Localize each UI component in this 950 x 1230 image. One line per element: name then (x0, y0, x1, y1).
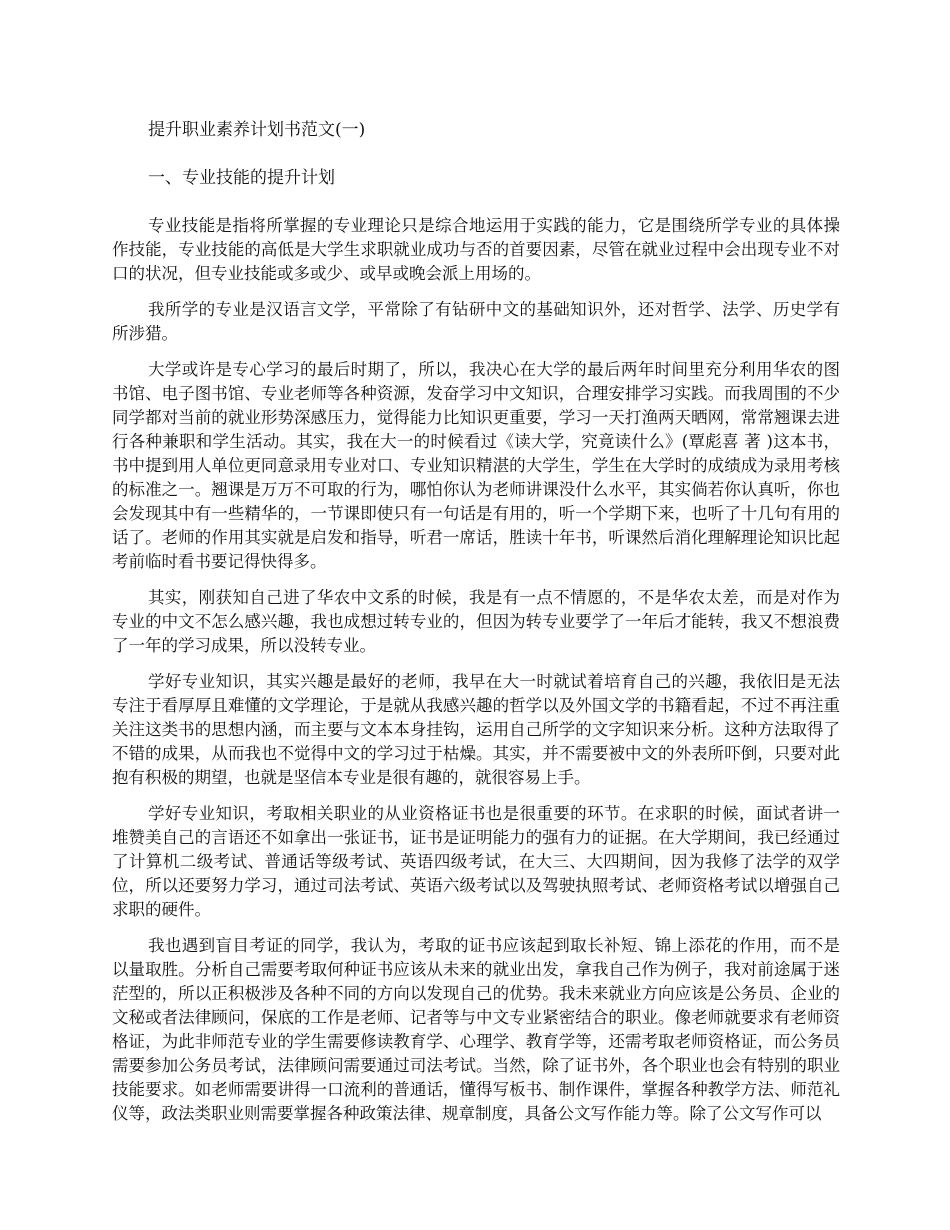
paragraph: 其实，刚获知自己进了华农中文系的时候，我是有一点不情愿的，不是华农太差，而是对作为专业的中文不怎么感兴趣，我也成想过转专业的，但因为转专业要学了一年后才能转，我又不想浪费了一年的学习成果，所以没转专业。 (112, 588, 840, 655)
paragraph: 我也遇到盲目考证的同学，我认为，考取的证书应该起到取长补短、锦上添花的作用，而不是以量取胜。分析自己需要考取何种证书应该从未来的就业出发，拿我自己作为例子，我对前途属于迷茫型的，所以正积极涉及各种不同的方向以发现自己的优势。我未来就业方向应该是公务员、企业的文秘或者法律顾问，保底的工作是老师、记者等与中文专业紧密结合的职业。像老师就要求有老师资格证，为此非师范专业的学生需要修读教育学、心理学、教育学等，还需考取老师资格证，而公务员需要参加公务员考试，法律顾问需要通过司法考试。当然，除了证书外，各个职业也会有特别的职业技能要求。如老师需要讲得一口流利的普通话，懂得写板书、制作课件，掌握各种教学方法、师范礼仪等，政法类职业则需要掌握各种政策法律、规章制度，具备公文写作能力等。除了公文写作可以 (112, 936, 840, 1123)
paragraph: 学好专业知识，考取相关职业的从业资格证书也是很重要的环节。在求职的时候，面试者讲一堆赞美自己的言语还不如拿出一张证书，证书是证明能力的强有力的证据。在大学期间，我已经通过了计算机二级考试、普通话等级考试、英语四级考试，在大三、大四期间，因为我修了法学的双学位，所以还要努力学习，通过司法考试、英语六级考试以及驾驶执照考试、老师资格考试以增强自己求职的硬件。 (112, 804, 840, 919)
document-title: 提升职业素养计划书范文(一) (148, 120, 366, 140)
section-heading: 一、专业技能的提升计划 (148, 168, 335, 188)
paragraph: 学好专业知识，其实兴趣是最好的老师，我早在大一时就试着培育自己的兴趣，我依旧是无法专注于看厚厚且难懂的文学理论，于是就从我感兴趣的哲学以及外国文学的书籍看起，不过不再注重关注这类书的思想内涵，而主要与文本本身挂钩，运用自己所学的文字知识来分析。这种方法取得了不错的成果，从而我也不觉得中文的学习过于枯燥。其实，并不需要被中文的外表所吓倒，只要对此抱有积极的期望，也就是坚信本专业是很有趣的，就很容易上手。 (112, 672, 840, 787)
paragraph: 我所学的专业是汉语言文学，平常除了有钻研中文的基础知识外，还对哲学、法学、历史学有所涉猎。 (112, 300, 840, 343)
paragraph: 专业技能是指将所掌握的专业理论只是综合地运用于实践的能力，它是围绕所学专业的具体操作技能，专业技能的高低是大学生求职就业成功与否的首要因素，尽管在就业过程中会出现专业不对口的状况，但专业技能或多或少、或早或晚会派上用场的。 (112, 216, 840, 283)
paragraph: 大学或许是专心学习的最后时期了，所以，我决心在大学的最后两年时间里充分利用华农的图书馆、电子图书馆、专业老师等各种资源，发奋学习中文知识，合理安排学习实践。而我周围的不少同学都对当前的就业形势深感压力，觉得能力比知识更重要，学习一天打渔两天晒网，常常翘课去进行各种兼职和学生活动。其实，我在大一的时候看过《读大学，究竟读什么》(覃彪喜 著 )这本书，书中提到用人单位更同意录用专业对口、专业知识精湛的大学生，学生在大学时的成绩成为录用考核的标准之一。翘课是万万不可取的行为，哪怕你认为老师讲课没什么水平，其实倘若你认真听，你也会发现其中有一些精华的，一节课即使只有一句话是有用的，听一个学期下来，也听了十几句有用的话了。老师的作用其实就是启发和指导，听君一席话，胜读十年书，听课然后消化理解理论知识比起考前临时看书要记得快得多。 (112, 360, 840, 571)
